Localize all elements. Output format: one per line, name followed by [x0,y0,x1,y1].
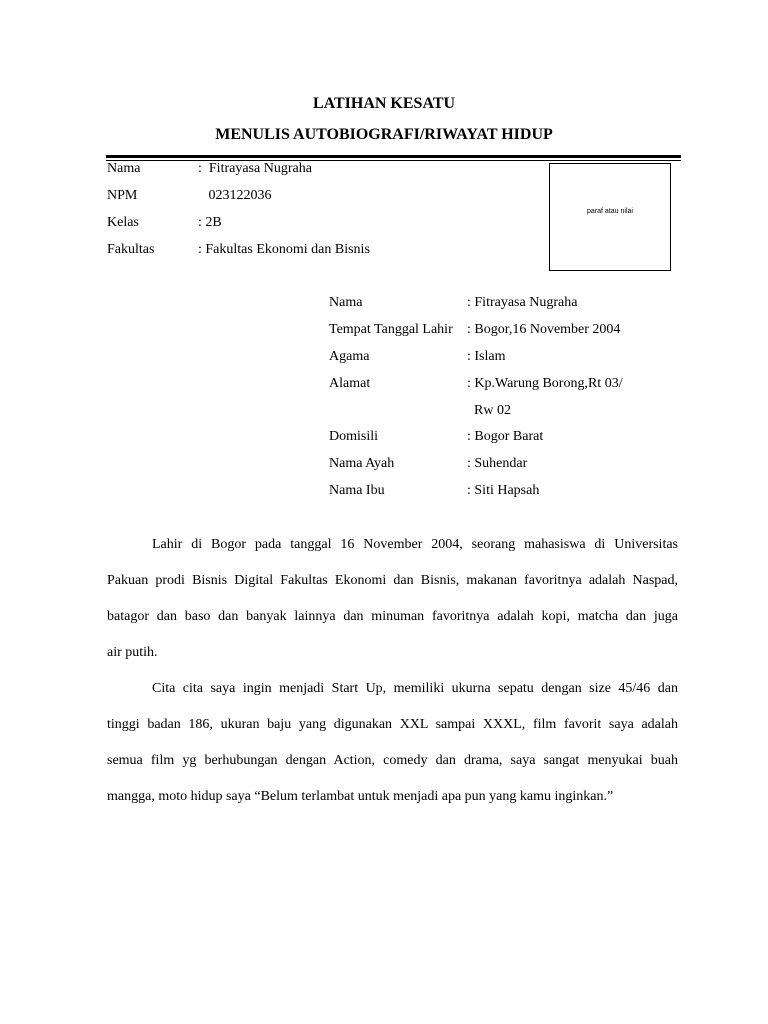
biodata-value: : Siti Hapsah [467,483,540,498]
student-value: : Fitrayasa Nugraha [198,161,312,176]
biodata-value: : Fitrayasa Nugraha [467,295,578,310]
biodata-label: Alamat [329,376,371,391]
biodata-label: Nama Ibu [329,483,385,498]
paragraph-line: semua film yg berhubungan dengan Action, comedy dan drama, saya sangat menyukai buah [107,753,678,768]
biodata-value: : Bogor,16 November 2004 [467,322,621,337]
header-rule-thick [106,155,681,158]
grade-box-label: paraf atau nilai [587,208,633,215]
autobiography-paragraph-2 [107,671,678,815]
page-subtitle: MENULIS AUTOBIOGRAFI/RIWAYAT HIDUP [215,126,553,143]
student-label: Nama [107,161,141,176]
student-label: Fakultas [107,242,155,257]
page-title: LATIHAN KESATU [312,95,456,112]
biodata-value: : Bogor Barat [467,429,544,444]
paragraph-line: tinggi badan 186, ukuran baju yang digunakan XXL sampai XXXL, film favorit saya adalah [107,717,678,732]
biodata-value: : Islam [467,349,506,364]
autobiography-paragraph-1 [107,527,678,671]
student-value: : Fakultas Ekonomi dan Bisnis [198,242,370,257]
biodata-label: Nama Ayah [329,456,395,471]
biodata-value: : Kp.Warung Borong,Rt 03/ [467,376,623,391]
paragraph-line: air putih. [107,645,158,660]
student-label: NPM [107,188,138,203]
paragraph-line: Pakuan prodi Bisnis Digital Fakultas Ekonomi dan Bisnis, makanan favoritnya adalah Naspad, [107,573,678,588]
biodata-value: Rw 02 [467,403,511,418]
paragraph-line: batagor dan baso dan banyak lainnya dan minuman favoritnya adalah kopi, matcha dan juga [107,609,678,624]
student-value: : 2B [198,215,222,230]
biodata-value: : Suhendar [467,456,528,471]
biodata-label: Domisili [329,429,379,444]
biodata-label: Nama [329,295,363,310]
paragraph-line: Lahir di Bogor pada tanggal 16 November 2004, seorang mahasiswa di Universitas [152,537,678,552]
student-label: Kelas [107,215,139,230]
student-value: 023122036 [198,188,272,203]
biodata-label: Agama [329,349,370,364]
paragraph-line: mangga, moto hidup saya “Belum terlambat untuk menjadi apa pun yang kamu inginkan.” [107,789,614,804]
header-rule-thin [106,160,681,161]
biodata-label: Tempat Tanggal Lahir [329,322,453,337]
paragraph-line: Cita cita saya ingin menjadi Start Up, memiliki ukurna sepatu dengan size 45/46 dan [152,681,678,696]
grade-signature-box [549,163,671,271]
